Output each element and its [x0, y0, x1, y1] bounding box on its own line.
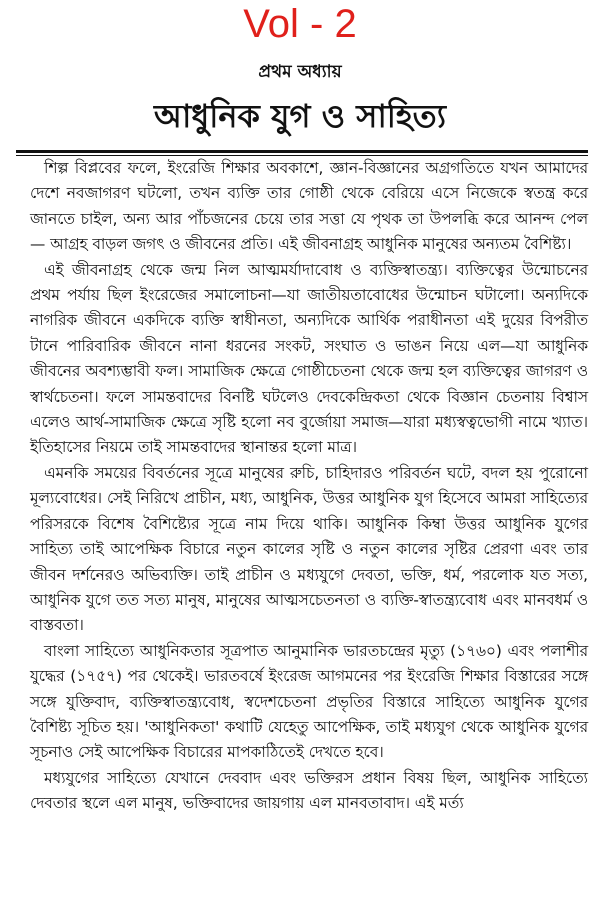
paragraph: বাংলা সাহিত্যে আধুনিকতার সূত্রপাত আনুমানিক ভারতচন্দ্রের মৃত্যু (১৭৬০) এবং পলাশীর যুদ্ধের (১৭৫৭) পর থেকেই। ভারতবর্ষে ইংরেজ আগমনের পর ইংরেজি শিক্ষার বিস্তারের সঙ্গে সঙ্গে যুক্তিবাদ, ব্যক্তিস্বাতন্ত্র্যবোধ, স্বদেশচেতনা প্রভৃতির বিস্তারে সাহিত্যে আধুনিক যুগের বৈশিষ্ট্য সূচিত হয়। 'আধুনিকতা' কথাটি যেহেতু আপেক্ষিক, তাই মধ্যযুগ থেকে আধুনিক যুগের সূচনাও সেই আপেক্ষিক বিচারের মাপকাঠিতেই দেখতে হবে। — [30, 641, 588, 762]
volume-label: Vol - 2 — [243, 2, 357, 46]
body-text — [30, 156, 588, 817]
chapter-heading: প্রথম অধ্যায় — [258, 62, 342, 82]
title-divider-thick — [16, 150, 588, 153]
paragraph: শিল্প বিপ্লবের ফলে, ইংরেজি শিক্ষার অবকাশে, জ্ঞান-বিজ্ঞানের অগ্রগতিতে যখন আমাদের দেশে নবজাগরণ ঘটলো, তখন ব্যক্তি তার গোষ্ঠী থেকে বেরিয়ে এসে নিজেকে স্বতন্ত্র করে জানতে চাইল, অন্য আর পাঁচজনের চেয়ে তার সত্তা যে পৃথক তা উপলব্ধি করে আনন্দ পেল— আগ্রহ বাড়ল জগৎ ও জীবনের প্রতি। এই জীবনাগ্রহ আধুনিক মানুষের অন্যতম বৈশিষ্ট্য। — [30, 159, 588, 254]
page-title: আধুনিক যুগ ও সাহিত্য — [154, 97, 446, 135]
paragraph: এই জীবনাগ্রহ থেকে জন্ম নিল আত্মমর্যাদাবোধ ও ব্যক্তিস্বাতন্ত্র্য। ব্যক্তিত্বের উন্মোচনের প্রথম পর্যায় ছিল ইংরেজের সমালোচনা—যা জাতীয়তাবোধের উন্মোচন ঘটালো। অন্যদিকে নাগরিক জীবনে একদিকে ব্যক্তি স্বাধীনতা, অন্যদিকে আর্থিক পরাধীনতা এই দুয়ের বিপরীত টানে পারিবারিক জীবনে নানা ধরনের সংকট, সংঘাত ও ভাঙন নিয়ে এল—যা আধুনিক জীবনের অবশ্যম্ভাবী ফল। সামাজিক ক্ষেত্রে গোষ্ঠীচেতনা থেকে জন্ম হল ব্যক্তিত্বের জাগরণ ও স্বার্থচেতনা। ফলে সামন্তবাদের বিনষ্টি ঘটলেও দেবকেন্দ্রিকতা থেকে বিজ্ঞান চেতনায় বিশ্বাস এলেও আর্থ-সামাজিক ক্ষেত্রে সৃষ্টি হলো নব বুর্জোয়া সমাজ—যারা মধ্যস্বত্বভোগী নামে খ্যাত। ইতিহাসের নিয়মে তাই সামন্তবাদের স্থানান্তর হলো মাত্র। — [30, 260, 588, 457]
paragraph: এমনকি সময়ের বিবর্তনের সূত্রে মানুষের রুচি, চাহিদারও পরিবর্তন ঘটে, বদল হয় পুরোনো মূল্যবোধের। সেই নিরিখে প্রাচীন, মধ্য, আধুনিক, উত্তর আধুনিক যুগ হিসেবে আমরা সাহিত্যের পরিসরকে বিশেষ বৈশিষ্ট্যের সূত্রে নাম দিয়ে থাকি। আধুনিক কিম্বা উত্তর আধুনিক যুগের সাহিত্য তাই আপেক্ষিক বিচারে নতুন কালের সৃষ্টি ও নতুন কালের সৃষ্টির প্রেরণা এবং তার জীবন দর্শনেরও অভিব্যক্তি। তাই প্রাচীন ও মধ্যযুগে দেবতা, ভক্তি, ধর্ম, পরলোক যত সত্য, আধুনিক যুগে তত সত্য মানুষ, মানুষের আত্মসচেতনতা ও ব্যক্তি-স্বাতন্ত্র্যবোধ এবং মানবধর্ম ও বাস্তবতা। — [30, 463, 588, 635]
paragraph: মধ্যযুগের সাহিত্যে যেখানে দেববাদ এবং ভক্তিরস প্রধান বিষয় ছিল, আধুনিক সাহিত্যে দেবতার স্থলে এল মানুষ, ভক্তিবাদের জায়গায় এল মানবতাবাদ। এই মর্ত্য — [30, 768, 588, 813]
